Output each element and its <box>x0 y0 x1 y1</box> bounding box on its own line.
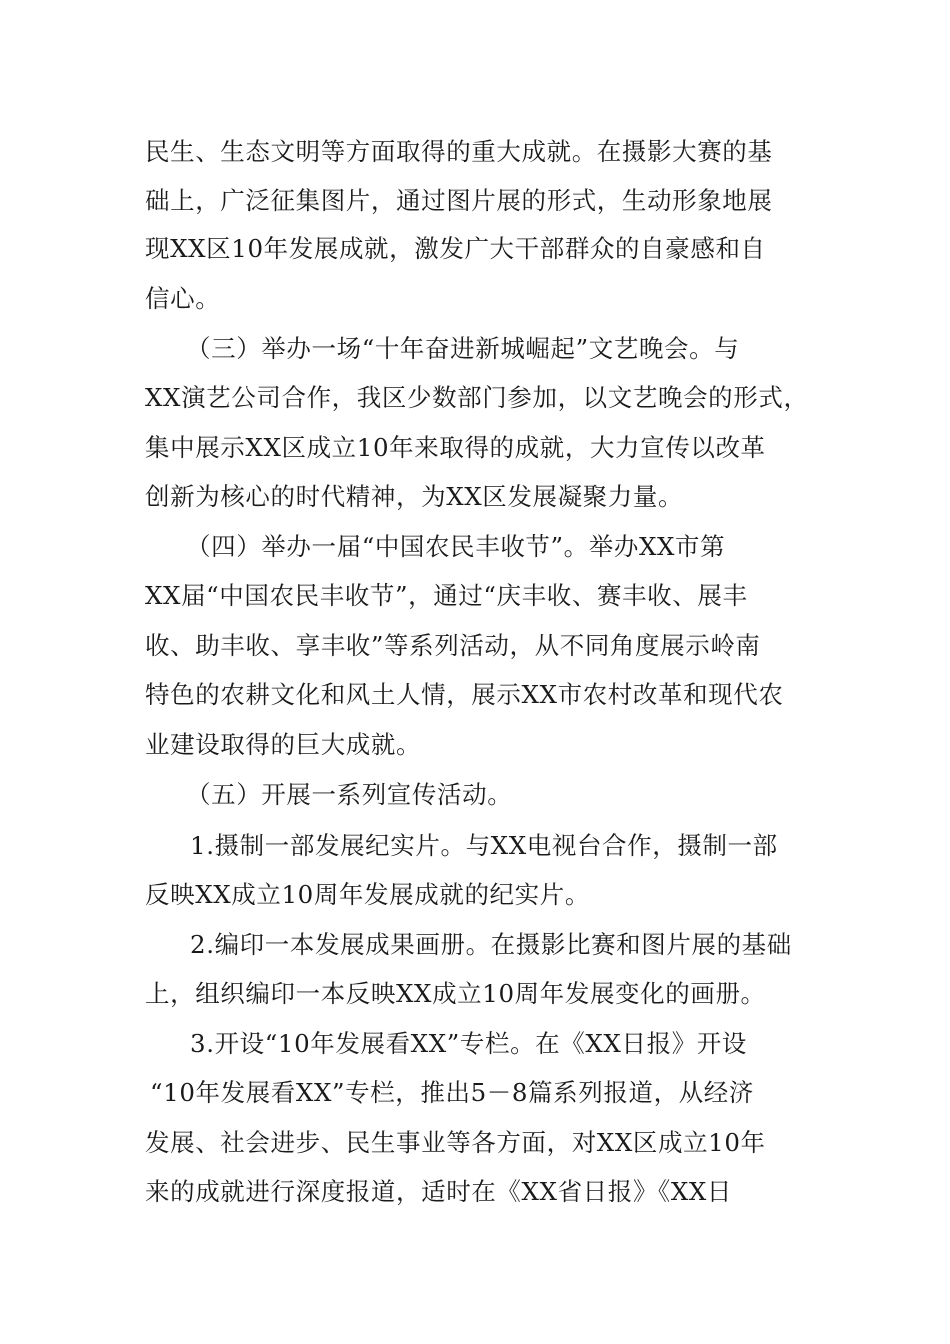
text-line: 民生、生态文明等方面取得的重大成就。在摄影大赛的基 <box>145 137 773 166</box>
list-item-3: 3.开设“10年发展看XX”专栏。在《XX日报》开设 <box>190 1029 747 1058</box>
text-line: 创新为核心的时代精神，为XX区发展凝聚力量。 <box>145 482 684 511</box>
text-line: 业建设取得的巨大成就。 <box>145 730 422 759</box>
text-line: 集中展示XX区成立10年来取得的成就，大力宣传以改革 <box>145 433 766 462</box>
text-line: 现XX区10年发展成就，激发广大干部群众的自豪感和自 <box>145 234 766 263</box>
text-line: “10年发展看XX”专栏，推出5－8篇系列报道，从经济 <box>150 1078 754 1107</box>
text-line: 信心。 <box>145 284 221 313</box>
text-line: 来的成就进行深度报道，适时在《XX省日报》《XX日 <box>145 1177 733 1206</box>
text-line: 础上，广泛征集图片，通过图片展的形式，生动形象地展 <box>145 186 773 215</box>
text-line: 发展、社会进步、民生事业等各方面，对XX区成立10年 <box>145 1128 766 1157</box>
text-line: 收、助丰收、享丰收”等系列活动，从不同角度展示岭南 <box>145 631 761 660</box>
text-line: 反映XX成立10周年发展成就的纪实片。 <box>145 880 590 909</box>
section-heading-4: （四）举办一届“中国农民丰收节”。举办XX市第 <box>186 532 726 561</box>
text-line: 上，组织编印一本反映XX成立10周年发展变化的画册。 <box>145 979 766 1008</box>
list-item-2: 2.编印一本发展成果画册。在摄影比赛和图片展的基础 <box>190 930 792 959</box>
section-heading-3: （三）举办一场“十年奋进新城崛起”文艺晚会。与 <box>186 334 740 363</box>
section-heading-5: （五）开展一系列宣传活动。 <box>186 780 513 809</box>
text-line: XX届“中国农民丰收节”，通过“庆丰收、赛丰收、展丰 <box>145 581 748 610</box>
list-item-1: 1.摄制一部发展纪实片。与XX电视台合作，摄制一部 <box>190 831 778 860</box>
text-line: 特色的农耕文化和风土人情，展示XX市农村改革和现代农 <box>145 680 784 709</box>
text-line: XX演艺公司合作，我区少数部门参加，以文艺晚会的形式， <box>145 383 809 412</box>
